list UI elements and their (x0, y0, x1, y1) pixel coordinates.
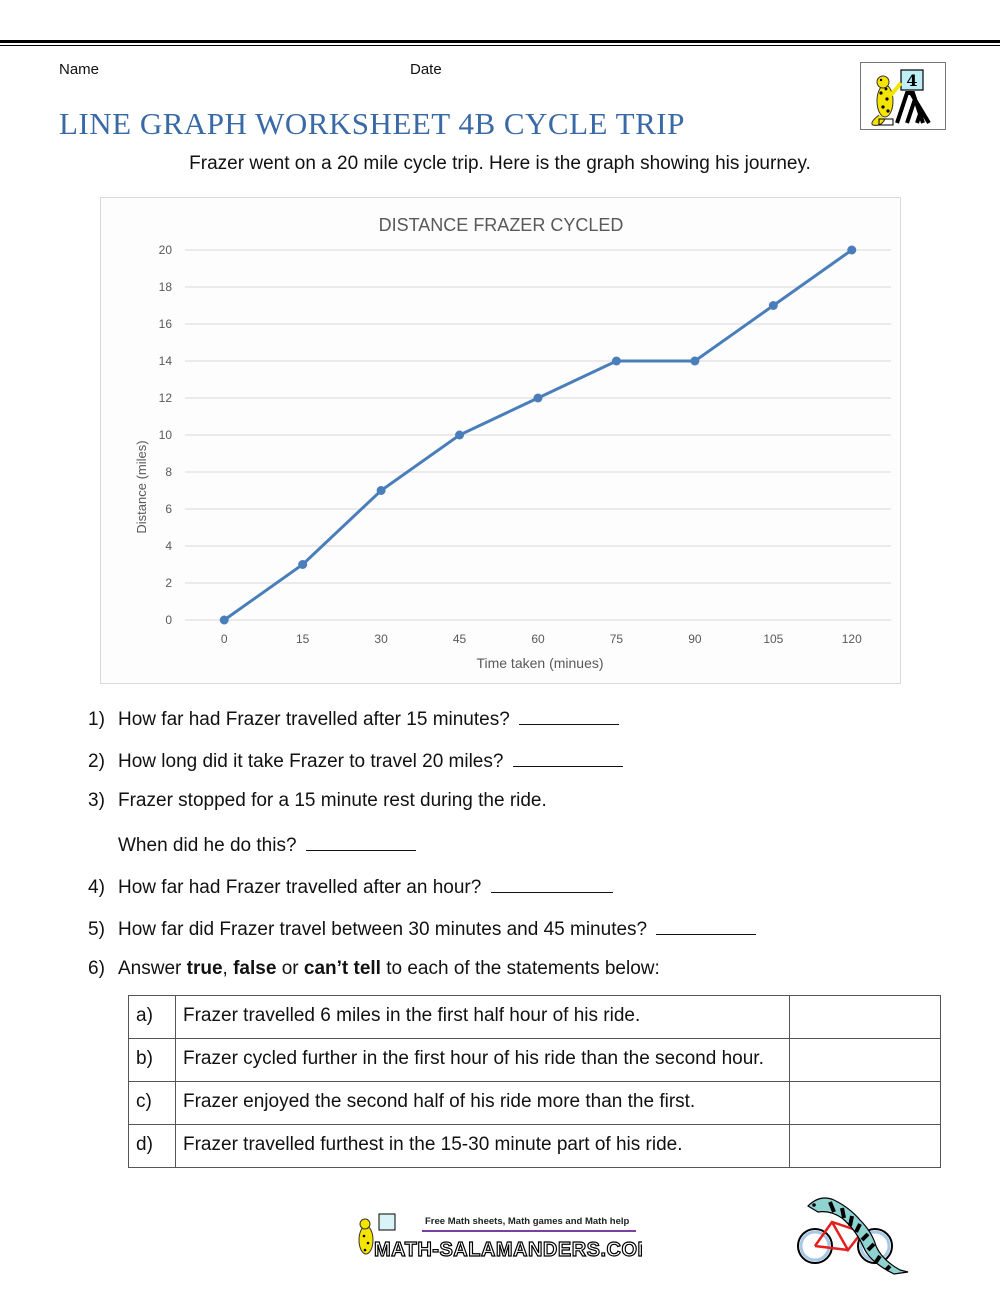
svg-text:8: 8 (165, 465, 172, 479)
y-axis-ticks (159, 243, 173, 627)
svg-text:30: 30 (374, 632, 388, 646)
statement-text: Frazer cycled further in the first hour of his ride than the second hour. (176, 1039, 790, 1082)
footer-tagline: Free Math sheets, Math games and Math help (425, 1216, 630, 1227)
x-axis-label: Time taken (minues) (476, 655, 604, 671)
data-point (298, 560, 307, 569)
statement-text: Frazer travelled furthest in the 15-30 minute part of his ride. (176, 1125, 790, 1168)
math-salamanders-logo-icon (352, 1210, 642, 1265)
footer-site: MATH-SALAMANDERS.COM (374, 1239, 642, 1261)
table-row (129, 1125, 941, 1168)
svg-text:120: 120 (841, 632, 862, 646)
answer-blank-3[interactable] (306, 832, 416, 851)
data-point (220, 616, 229, 625)
gridlines (185, 250, 891, 620)
statement-letter: b) (129, 1039, 176, 1082)
data-point (612, 357, 621, 366)
svg-text:60: 60 (531, 632, 545, 646)
name-label: Name (59, 61, 100, 78)
grade-logo (860, 62, 946, 130)
svg-text:6: 6 (165, 502, 172, 516)
line-chart (100, 197, 901, 684)
data-point (377, 486, 386, 495)
question-5: 5) How far did Frazer travel between 30 minutes and 45 minutes? (88, 916, 756, 941)
date-label: Date (410, 61, 442, 78)
svg-text:4: 4 (906, 71, 918, 90)
header-rule (0, 40, 1000, 43)
data-point (455, 431, 464, 440)
page-title: LINE GRAPH WORKSHEET 4B CYCLE TRIP (59, 106, 685, 141)
y-axis-label: Distance (miles) (134, 440, 149, 534)
statement-letter: c) (129, 1082, 176, 1125)
svg-text:75: 75 (609, 632, 624, 646)
chart-canvas (101, 198, 900, 683)
question-6: 6) Answer true, false or can’t tell to each of the statements below: (88, 958, 660, 979)
table-row (129, 1039, 941, 1082)
intro-text: Frazer went on a 20 mile cycle trip. Here is the graph showing his journey. (189, 153, 811, 174)
salamander-bike-illustration (790, 1186, 910, 1281)
question-2: 2) How long did it take Frazer to travel 20 miles? (88, 748, 623, 773)
svg-text:10: 10 (158, 428, 172, 442)
svg-text:90: 90 (688, 632, 702, 646)
chart-title: DISTANCE FRAZER CYCLED (378, 215, 624, 235)
question-4: 4) How far had Frazer travelled after an hour? (88, 874, 613, 899)
answer-cell[interactable] (790, 1039, 941, 1082)
answer-blank-4[interactable] (491, 874, 613, 893)
header-rule-thin (0, 45, 1000, 46)
answer-cell[interactable] (790, 996, 941, 1039)
svg-text:2: 2 (165, 576, 172, 590)
footer-logo[interactable] (352, 1210, 642, 1265)
svg-text:20: 20 (158, 243, 172, 257)
svg-text:0: 0 (165, 613, 172, 627)
answer-blank-5[interactable] (656, 916, 756, 935)
statement-text: Frazer travelled 6 miles in the first half hour of his ride. (176, 996, 790, 1039)
question-1: 1) How far had Frazer travelled after 15 minutes? (88, 706, 619, 731)
svg-text:45: 45 (452, 632, 467, 646)
svg-text:15: 15 (295, 632, 310, 646)
table-row (129, 1082, 941, 1125)
salamander-cycling-icon (790, 1186, 910, 1281)
statement-text: Frazer enjoyed the second half of his ride more than the first. (176, 1082, 790, 1125)
answer-cell[interactable] (790, 1082, 941, 1125)
answer-blank-1[interactable] (519, 706, 619, 725)
salamander-easel-icon (861, 63, 945, 129)
svg-text:18: 18 (158, 280, 172, 294)
svg-text:14: 14 (158, 354, 172, 368)
question-3-part-2: When did he do this? (118, 832, 416, 857)
svg-text:4: 4 (165, 539, 172, 553)
data-point (690, 357, 699, 366)
statement-letter: a) (129, 996, 176, 1039)
svg-text:16: 16 (158, 317, 172, 331)
statement-letter: d) (129, 1125, 176, 1168)
data-point (847, 246, 856, 255)
svg-text:0: 0 (220, 632, 228, 646)
true-false-table (128, 995, 941, 1168)
question-3: 3) Frazer stopped for a 15 minute rest during the ride. (88, 790, 547, 811)
svg-text:12: 12 (158, 391, 172, 405)
data-point (534, 394, 543, 403)
x-axis-ticks (221, 632, 862, 646)
svg-text:105: 105 (763, 632, 784, 646)
answer-cell[interactable] (790, 1125, 941, 1168)
table-row (129, 996, 941, 1039)
answer-blank-2[interactable] (513, 748, 623, 767)
data-point (769, 301, 778, 310)
